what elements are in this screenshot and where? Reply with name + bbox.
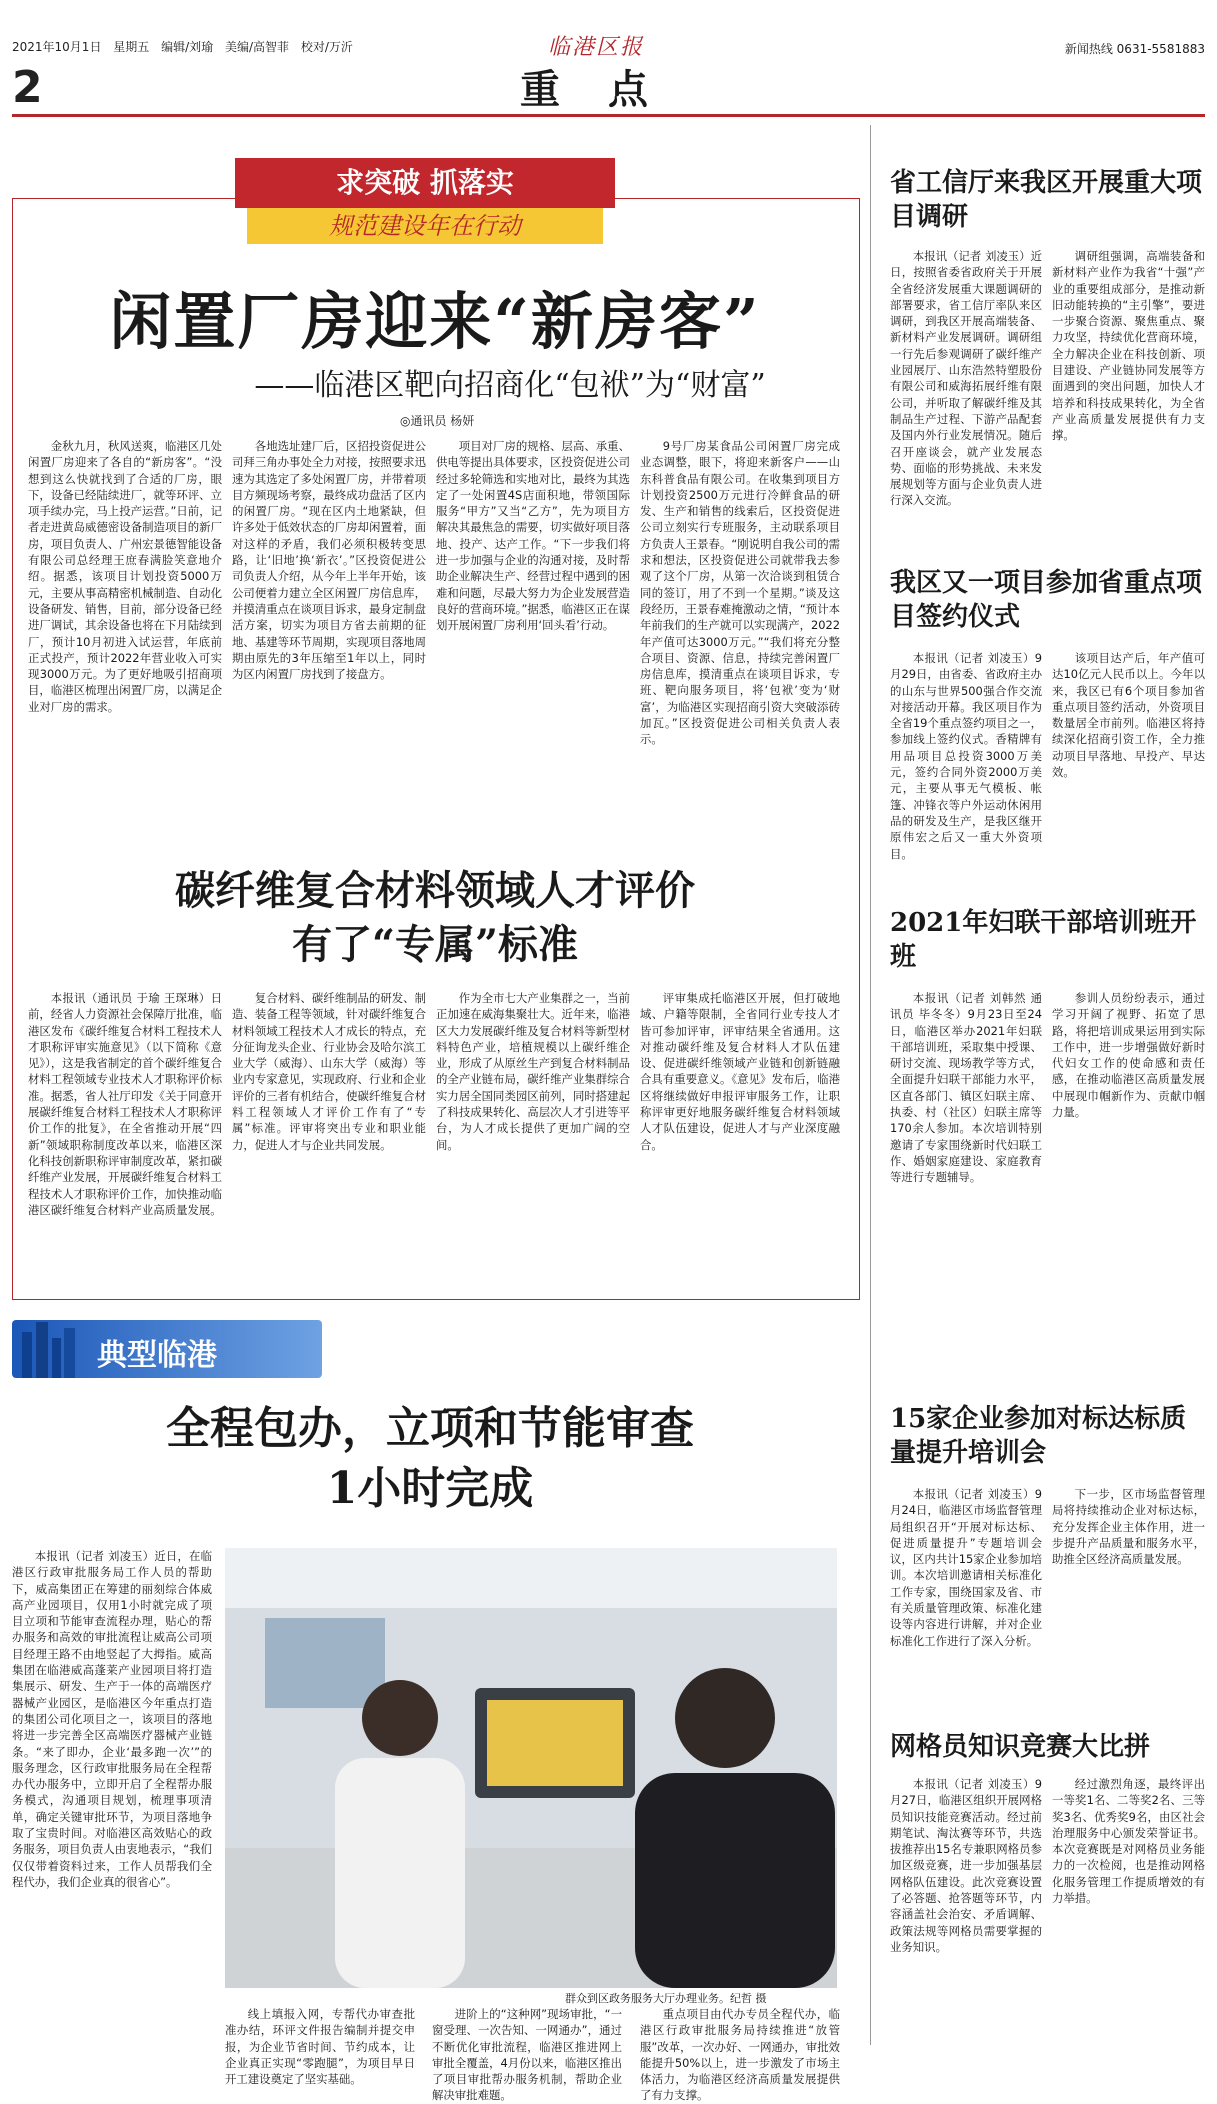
- brief-3-headline: 2021年妇联干部培训班开班: [890, 908, 1197, 972]
- talent-headline-line1: 碳纤维复合材料领域人才评价: [175, 867, 695, 914]
- typical-column-3: 进阶上的“这种网”现场审批，“一窗受理、一次告知、一网通办”，通过不断优化审批流程，临港区推进网上审批全覆盖，4月份以来，临港区推出了项目审批帮办服务机制，帮助企业解决审批难题。: [432, 2007, 622, 2103]
- lead-column-2: 各地选址建厂后，区招投资促进公司拜三角办事处全力对接，按照要求迅速为其选定了多处闲置厂房，并带着项目方频现场考察，最终成功盘活了区内的闲置厂房。“现在区内土地紧缺，但许多处于低效状态的厂房却闲置着，面对这样的矛盾，我们必须积极转变思路，让‘旧地’换‘新衣’。”区投资促进公司负责人介绍，从今年上半年开始，该公司便着力建立全区闲置厂房信息库，并摸清重点在谈项目诉求，最身定制盘活方案，切实为项目方省去前期的征地、基建等环节周期，实现项目落地周期由原先的3年压缩至1年以上，同时为区内闲置厂房找到了接盘方。: [232, 439, 426, 682]
- brief-4-column-b: 下一步，区市场监督管理局将持续推动企业对标达标，充分发挥企业主体作用，进一步提升产品质量和服务水平，助推全区经济高质量发展。: [1052, 1487, 1205, 1567]
- typical-headline-line1: 全程包办，立项和节能审查: [166, 1403, 694, 1454]
- lead-subheadline: ——临港区靶向招商化“包袱”为“财富”: [254, 368, 766, 403]
- talent-column-1: 本报讯（通讯员 于瑜 王琛琳）日前，经省人力资源社会保障厅批准，临港区发布《碳纤维复合材料工程技术人才职称评审实施意见》（以下简称《意见》），这是我省制定的首个碳纤维复合材料工程领域专业技术人才职称评价标准。据悉，省人社厅印发《关于同意开展碳纤维复合材料工程技术人才职称评价工作的批复》，在全省推动开展“四新”领域职称制度改革以来，临港区深化科技创新职称评审制度改革，紧扣碳纤维产业发展，开展碳纤维复合材料工程技术人才职称评价工作，加快推动临港区碳纤维复合材料产业高质量发展。: [28, 991, 222, 1217]
- talent-column-4: 评审集成托临港区开展，但打破地域、户籍等限制，全省同行业专技人才皆可参加评审，评审结果全省通用。这对推动碳纤维及复合材料人才队伍建设、促进碳纤维领域产业链和创新链融合具有重要意义。《意见》发布后，临港区将继续做好申报评审服务工作，让职称评审更好地服务碳纤维复合材料领域人才队伍建设，促进人才与产业深度融合。: [640, 991, 840, 1152]
- brief-2-column-a: 本报讯（记者 刘凌玉）9月29日，由省委、省政府主办的山东与世界500强合作交流对接活动开幕。我区项目作为全省19个重点签约项目之一，参加线上签约仪式。香精牌有用品项目总投资3000万美元，签约合同外资2000万美元，主要从事无气模板、帐篷、冲锋衣等户外运动休闲用品的研发及生产，是我区继开原伟宏之后又一重大外资项目。: [890, 651, 1042, 861]
- editor-credit: 编辑/刘瑜: [161, 40, 214, 54]
- brief-1-column-b: 调研组强调，高端装备和新材料产业作为我省“十强”产业的重要组成部分，是推动新旧动能转换的“主引擎”，要进一步聚合资源、聚焦重点、聚力攻坚，持续优化营商环境，全力解决企业在科技创新、项目建设、产业链协同发展等方面遇到的突出问题，加快人才培养和科技成果转化，为全省产业高质量发展提供有力支撑。: [1052, 249, 1205, 443]
- brief-2-column-b: 该项目达产后，年产值可达10亿元人民币以上。今年以来，我区已有6个项目参加省重点项目签约活动，外资项目数量居全市前列。临港区将持续深化招商引资工作，全力推动项目早落地、早投产、早达效。: [1052, 651, 1205, 780]
- campaign-banner: [235, 158, 615, 248]
- header-rule: [12, 114, 1205, 117]
- lead-column-4: 9号厂房某食品公司闲置厂房完成业态调整，眼下，将迎来新客户——山东科普食品有限公司。在收集到项目方计划投资2500万元进行冷鲜食品的研发、生产和销售的线索后，区投资促进公司立刻实行专班服务，主动联系项目方负责人王景春。“刚说明自我公司的需求和想法，区投资促进公司就带我去参观了这个厂房，从第一次洽谈到租赁合同的签订，用了不到一个星期。”谈及这段经历，王景春难掩激动之情，“预计本年前我们的生产就可以实现满产，2022年产值可达3000万元。”“我们将充分整合项目、资源、信息，持续完善闲置厂房信息库，摸清重点在谈项目诉求，专班、靶向服务项目，将‘包袱’变为‘财富’，为临港区实现招商引资大突破添砖加瓦。”区投资促进公司相关负责人表示。: [640, 439, 840, 747]
- brief-4-headline: 15家企业参加对标达标质量提升培训会: [890, 1404, 1187, 1468]
- brief-3-column-b: 参训人员纷纷表示，通过学习开阔了视野、拓宽了思路，将把培训成果运用到实际工作中，进一步增强做好新时代妇女工作的使命感和责任感，在推动临港区高质量发展中展现巾帼新作为、贡献巾帼力量。: [1052, 991, 1205, 1120]
- issue-date: 2021年10月1日: [12, 40, 102, 54]
- brief-4-column-a: 本报讯（记者 刘凌玉）9月24日，临港区市场监督管理局组织召开“开展对标达标、促进质量提升”专题培训会议，区内共计15家企业参加培训。本次培训邀请相关标准化工作专家，围绕国家及省、市有关质量管理政策、标准化建设等内容进行讲解，并对企业标准化工作进行了深入分析。: [890, 1487, 1042, 1648]
- photo-caption: 群众到区政务服务大厅办理业务。纪哲 摄: [565, 1992, 767, 2005]
- typical-banner: [12, 1312, 322, 1378]
- lead-byline: ◎通讯员 杨妍: [400, 414, 475, 428]
- page-number: 2: [12, 62, 43, 113]
- brief-1-column-a: 本报讯（记者 刘凌玉）近日，按照省委省政府关于开展全省经济发展重大课题调研的部署要求，省工信厅率队来区调研，到我区开展高端装备、新材料产业发展调研。调研组一行先后参观调研了碳纤维产业园展厅、山东浩然特塑股份有限公司和威海拓展纤维有限公司，并听取了解碳纤维及其制品生产过程、下游产品配套及国内外行业发展情况。随后召开座谈会，就产业发展态势、面临的形势挑战、未来发展规划等方面与企业负责人进行深入交流。: [890, 249, 1042, 508]
- typical-label: 典型临港: [97, 1338, 217, 1373]
- brief-5-headline: 网格员知识竞赛大比拼: [890, 1732, 1151, 1762]
- talent-headline-line2: 有了“专属”标准: [291, 921, 578, 968]
- lead-headline: 闲置厂房迎来“新房客”: [109, 285, 761, 358]
- art-credit: 美编/高智菲: [225, 40, 290, 54]
- brief-3-column-a: 本报讯（记者 刘韩然 通讯员 毕冬冬）9月23日至24日，临港区举办2021年妇联干部培训班，采取集中授课、研讨交流、现场教学等方式，全面提升妇联干部能力水平，区直各部门、镇区妇联主席、执委、村（社区）妇联主席等170余人参加。本次培训特别邀请了专家围绕新时代妇联工作、婚姻家庭建设、家庭教育等进行专题辅导。: [890, 991, 1042, 1185]
- news-hotline: 新闻热线 0631-5581883: [1064, 42, 1205, 56]
- service-hall-photo: [225, 1548, 837, 1988]
- brief-5-column-b: 经过激烈角逐，最终评出一等奖1名、二等奖2名、三等奖3名、优秀奖9名，由区社会治理服务中心颁发荣誉证书。本次竞赛既是对网格员业务能力的一次检阅，也是推动网格化服务管理工作提质增效的有力举措。: [1052, 1777, 1205, 1906]
- column-divider: [870, 125, 871, 2045]
- lead-column-1: 金秋九月，秋风送爽，临港区几处闲置厂房迎来了各自的“新房客”。“没想到这么快就找到了合适的厂房，眼下，设备已经陆续进厂，就等环评、立项手续办完，马上投产运营。”日前，记者走进黄岛威德密设备制造项目的新厂房，项目负责人、广州宏景德智能设备有限公司总经理王庶春满脸笑意地介绍。据悉，该项目计划投资5000万元，主要从事高精密机械制造、自动化设备研发、销售，目前，部分设备已经进厂调试，其余设备也将在下月陆续到厂，预计10月初进入试运营，年底前正式投产，预计2022年营业收入可实现3000万元。为了更好地吸引招商项目，临港区梳理出闲置厂房，以满足企业对厂房的需求。: [28, 439, 222, 714]
- typical-column-1: 本报讯（记者 刘凌玉）近日，在临港区行政审批服务局工作人员的帮助下，威高集团正在筹建的丽刻综合体威高产业园项目，仅用1小时就完成了项目立项和节能审查流程办理，贴心的帮办服务和高效的审批流程让威高公司项目经理王路不由地竖起了大拇指。威高集团在临港威高蓬莱产业园项目将打造集展示、研发、生产于一体的高端医疗器械产业园区，是临港区今年重点打造的集团公司化项目之一，该项目的落地将进一步完善全区高端医疗器械产业链条。“来了即办，企业‘最多跑一次’”的服务理念，区行政审批服务局在全程帮办代办服务中，立即开启了全程帮办服务模式，沟通项目规划，梳理事项清单，确定关键审批环节，为项目落地争取了宝贵时间。对临港区高效贴心的政务服务，项目负责人由衷地表示，“我们仅仅带着资料过来，工作人员帮我们全程代办，我们企业真的很省心”。: [12, 1549, 212, 1889]
- proof-credit: 校对/万沂: [300, 40, 353, 54]
- brief-2-headline: 我区又一项目参加省重点项目签约仪式: [890, 568, 1203, 632]
- section-title: 重点: [520, 67, 696, 113]
- lead-column-3: 项目对厂房的规格、层高、承重、供电等提出具体要求，区投资促进公司经过多轮筛选和实地对比，最终为其选定了一处闲置4S店面积地，带领国际服务“甲方”又当“乙方”，先为项目方解决其最焦急的需要，切实做好项目落地、投产、达产工作。“下一步我们将进一步加强与企业的沟通对接，及时帮助企业解决生产、经营过程中遇到的困难和问题，尽最大努力为企业发展营造良好的营商环境。”据悉，临港区正在谋划开展闲置厂房利用‘回头看’行动。: [436, 439, 630, 633]
- banner-top-text: 求突破 抓落实: [235, 158, 615, 208]
- masthead-info: [12, 38, 361, 55]
- typical-column-2: 线上填报入网，专帮代办审查批准办结，环评文件报告编制并提交申报，为企业节省时间、节约成本，让企业真正实现“零跑腿”，为项目早日开工建设奠定了坚实基础。: [225, 2007, 415, 2087]
- issue-weekday: 星期五: [113, 40, 150, 54]
- banner-bottom-text: 规范建设年在行动: [247, 208, 603, 244]
- talent-column-2: 复合材料、碳纤维制品的研发、制造、装备工程等领域，针对碳纤维复合材料领域工程技术人才成长的特点，充分征询龙头企业、行业协会及哈尔滨工业大学（威海）、山东大学（威海）等业内专家意见，实现政府、行业和企业评价的三者有机结合，使碳纤维复合材料工程领域人才评价工作有了“专属”标准。评审将突出专业和职业能力，促进人才与企业共同发展。: [232, 991, 426, 1152]
- photo-illustration: [225, 1548, 837, 1988]
- typical-column-4: 重点项目由代办专员全程代办，临港区行政审批服务局持续推进“放管服”改革，一次办好、一网通办，审批效能提升50%以上，进一步激发了市场主体活力，为临港区经济高质量发展提供了有力支撑。: [640, 2007, 840, 2103]
- talent-column-3: 作为全市七大产业集群之一，当前正加速在威海集聚壮大。近年来，临港区大力发展碳纤维及复合材料等新型材料特色产业，培植规模以上碳纤维企业，形成了从原丝生产到复合材料制品的全产业链布局，碳纤维产业集群综合实力居全国同类园区前列，同时搭建起了科技成果转化、高层次人才引进等平台，为人才成长提供了更加广阔的空间。: [436, 991, 630, 1152]
- brief-5-column-a: 本报讯（记者 刘凌玉）9月27日，临港区组织开展网格员知识技能竞赛活动。经过前期笔试、淘汰赛等环节，共选拔推荐出15名专兼职网格员参加区级竞赛，进一步加强基层网格队伍建设。此次竞赛设置了必答题、抢答题等环节，内容涵盖社会治安、矛盾调解、政策法规等网格员需要掌握的业务知识。: [890, 1777, 1042, 1954]
- brief-1-headline: 省工信厅来我区开展重大项目调研: [890, 168, 1203, 232]
- paper-logo: 临港区报: [548, 35, 645, 60]
- typical-headline-line2: 1小时完成: [326, 1463, 534, 1514]
